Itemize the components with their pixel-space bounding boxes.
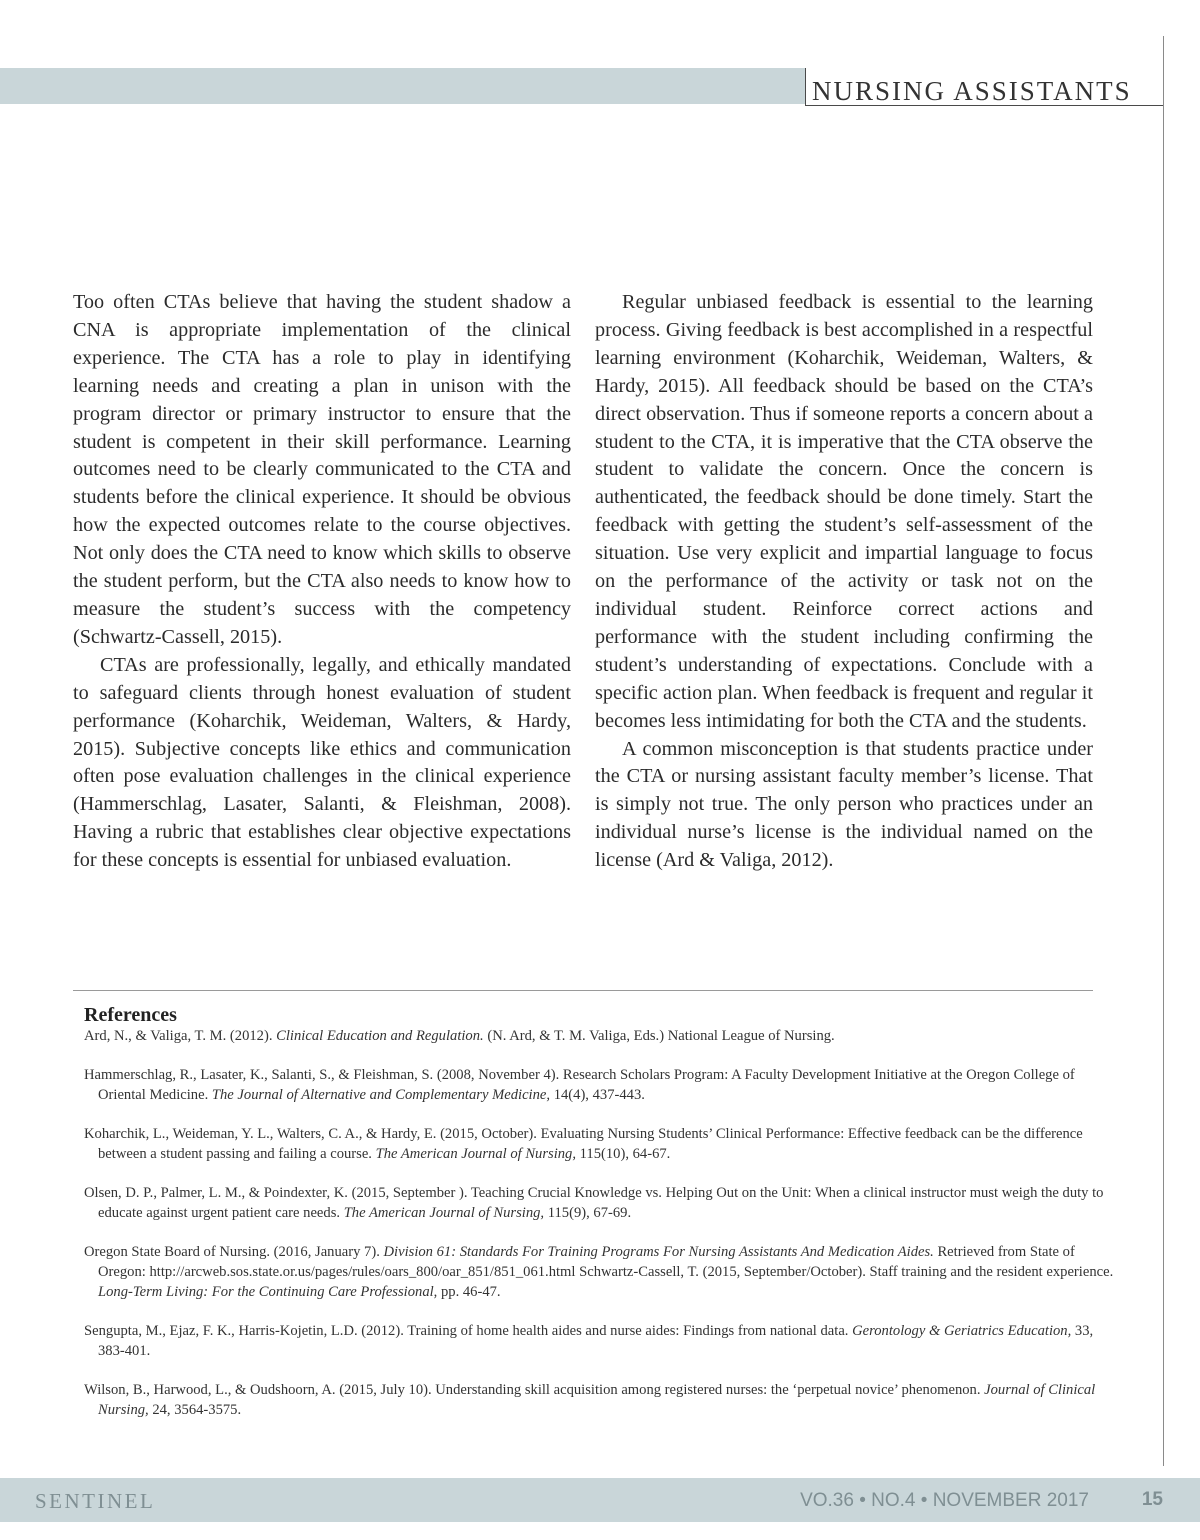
reference-item: Olsen, D. P., Palmer, L. M., & Poindexter, K. (2015, September ). Teaching Crucial Knowledge vs. Helping Out on the Unit: When a clinical instructor must weigh the duty to educate against urgent patient care needs. The American Journal of Nursing, 115(9), 67-69. [84, 1185, 1104, 1221]
publication-name: SENTINEL [35, 1489, 156, 1513]
header-divider-vertical [805, 68, 806, 106]
issue-info: VO.36 • NO.4 • NOVEMBER 2017 [800, 1490, 1089, 1511]
article-right-column [595, 289, 1093, 875]
references-divider [73, 990, 1093, 991]
reference-item: Koharchik, L., Weideman, Y. L., Walters, C. A., & Hardy, E. (2015, October). Evaluating Nursing Students’ Clinical Performance: Effective feedback can be the difference between a student passing and failing a course. The American Journal of Nursing, 115(10), 64-67. [84, 1126, 1083, 1162]
references-heading: References [84, 1004, 177, 1026]
article-paragraph: Regular unbiased feedback is essential to the learning process. Giving feedback is best accomplished in a respectful learning environment (Koharchik, Weideman, Walters, & Hardy, 2015). All feedback should be based on the CTA’s direct observation. Thus if someone reports a concern about a student to the CTA, it is imperative that the CTA observe the student to validate the concern. Once the concern is authenticated, the feedback should be done timely. Start the feedback with getting the student’s self-assessment of the situation. Use very explicit and impartial language to focus on the performance of the activity or task not on the individual student. Reinforce correct actions and performance with the student including confirming the student’s understanding of expectations. Conclude with a specific action plan. When feedback is frequent and regular it becomes less intimidating for both the CTA and the students. [595, 291, 1093, 732]
header-band [0, 68, 805, 104]
reference-item: Wilson, B., Harwood, L., & Oudshoorn, A. (2015, July 10). Understanding skill acquisition among registered nurses: the ‘perpetual novice’ phenomenon. Journal of Clinical Nursing, 24, 3564-3575. [84, 1382, 1096, 1418]
article-paragraph: CTAs are professionally, legally, and ethically mandated to safeguard clients through honest evaluation of student performance (Koharchik, Weideman, Walters, & Hardy, 2015). Subjective concepts like ethics and communication often pose evaluation challenges in the clinical experience (Hammerschlag, Lasater, Salanti, & Fleishman, 2008). Having a rubric that establishes clear objective expectations for these concepts is essential for unbiased evaluation. [73, 653, 571, 872]
article-paragraph: A common misconception is that students practice under the CTA or nursing assistant faculty member’s license. That is simply not true. The only person who practices under an individual nurse’s license is the individual named on the license (Ard & Valiga, 2012). [595, 737, 1093, 872]
reference-item: Hammerschlag, R., Lasater, K., Salanti, S., & Fleishman, S. (2008, November 4). Research Scholars Program: A Faculty Development Initiative at the Oregon College of Oriental Medicine. The Journal of Alternative and Complementary Medicine, 14(4), 437-443. [84, 1067, 1075, 1103]
page-right-rule [1163, 36, 1164, 1466]
page-number: 15 [1141, 1489, 1163, 1510]
reference-item: Ard, N., & Valiga, T. M. (2012). Clinical Education and Regulation. (N. Ard, & T. M. Valiga, Eds.) National League of Nursing. [84, 1028, 835, 1044]
article-left-column [73, 289, 571, 875]
reference-item: Oregon State Board of Nursing. (2016, January 7). Division 61: Standards For Training Programs For Nursing Assistants And Medication Aides. Retrieved from State of Oregon: http://arcweb.sos.state.or.us/pages/rules/oars_800/oar_851/851_061.html Schwartz-Cassell, T. (2015, September/October). Staff training and the resident experience. Long-Term Living: For the Continuing Care Professional, pp. 46-47. [84, 1244, 1114, 1300]
references-section [84, 1005, 1114, 1439]
section-title: NURSING ASSISTANTS [812, 76, 1132, 106]
article-paragraph: Too often CTAs believe that having the student shadow a CNA is appropriate implementation of the clinical experience. The CTA has a role to play in identifying learning needs and creating a plan in unison with the program director or primary instructor to ensure that the student is competent in their skill performance. Learning outcomes need to be clearly communicated to the CTA and students before the clinical experience. It should be obvious how the expected outcomes relate to the course objectives. Not only does the CTA need to know which skills to observe the student perform, but the CTA also needs to know how to measure the student’s success with the competency (Schwartz-Cassell, 2015). [73, 291, 571, 648]
reference-item: Sengupta, M., Ejaz, F. K., Harris-Kojetin, L.D. (2012). Training of home health aides and nurse aides: Findings from national data. Gerontology & Geriatrics Education, 33, 383-401. [84, 1323, 1094, 1359]
